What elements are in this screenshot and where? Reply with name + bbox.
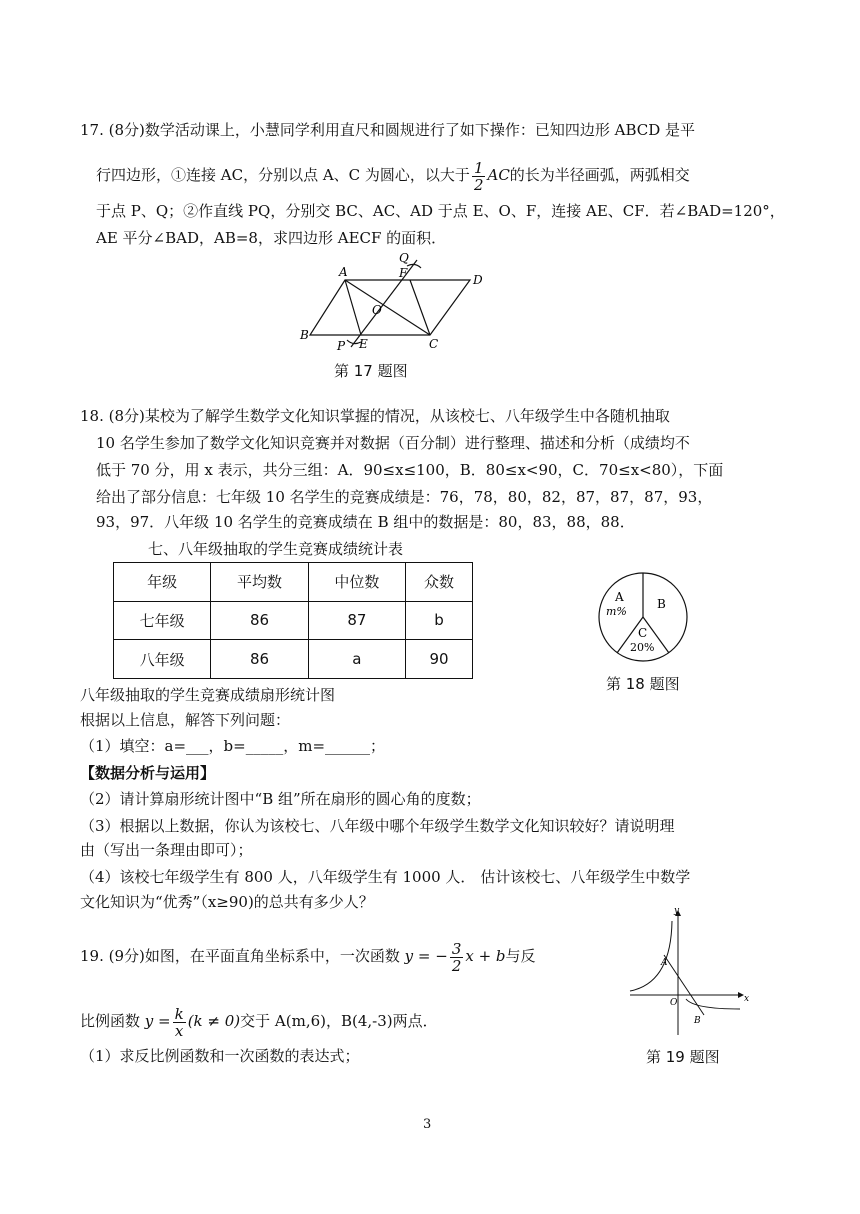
- table-cell: 86: [211, 640, 308, 679]
- q18-pie-caption: 第 18 题图: [606, 675, 680, 693]
- q17-line2a: 行四边形，①连接 AC，分别以点 A、C 为圆心，以大于: [96, 166, 470, 184]
- q18-line1: 18. (8分)某校为了解学生数学文化知识掌握的情况，从该校七、八年级学生中各随机抽取: [80, 407, 670, 425]
- q17-fraction: [472, 160, 486, 193]
- q17-line2: [96, 158, 690, 193]
- q18-q2: （2）请计算扇形统计图中“B 组”所在扇形的圆心角的度数；: [80, 790, 481, 808]
- q19-coordinate-figure: [628, 903, 753, 1038]
- table-row: [114, 640, 473, 679]
- q17-label-f: F: [399, 266, 408, 280]
- q17-ac-line: [345, 280, 430, 335]
- q17-label-o: O: [372, 303, 382, 317]
- q18-line3: 低于 70 分，用 x 表示，共分三组：A．90≤x≤100，B．80≤x<90，C．70≤x<80），下面: [96, 461, 724, 479]
- q18-q4a: （4）该校七年级学生有 800 人，八年级学生有 1000 人． 估计该校七、八年级学生中数学: [80, 868, 691, 886]
- pie-label-a: A: [615, 590, 624, 604]
- q17-line3: 于点 P、Q；②作直线 PQ，分别交 BC、AC、AD 于点 E、O、F，连接 AE、CF．若∠BAD=120°，: [96, 202, 785, 220]
- q19-eq1-den: 2: [451, 956, 462, 975]
- pie-label-c-pct: 20%: [630, 641, 655, 654]
- table-cell: b: [406, 601, 473, 640]
- pie-label-a-pct: m%: [606, 605, 627, 618]
- axis-label-x: x: [744, 994, 750, 1004]
- q18-pie-title: 八年级抽取的学生竞赛成绩扇形统计图: [80, 686, 336, 704]
- q17-label-c: C: [429, 337, 439, 351]
- q19-line1: [80, 938, 536, 974]
- table-header-cell: 年级: [114, 563, 211, 602]
- q19-line1b: 与反: [505, 947, 536, 965]
- q17-frac-den: 2: [473, 175, 484, 194]
- q19-line2a: 比例函数: [80, 1012, 141, 1030]
- q17-label-b: B: [300, 328, 309, 342]
- q19-eq1-num: 3: [451, 939, 462, 958]
- table-cell: 86: [211, 601, 308, 640]
- q17-ac: AC: [487, 166, 510, 184]
- q18-line2: 10 名学生参加了数学文化知识竞赛并对数据（百分制）进行整理、描述和分析（成绩均不: [96, 434, 690, 452]
- table-cell: 90: [406, 640, 473, 679]
- point-label-b: B: [694, 1016, 701, 1026]
- q19-eq2-lhs: y =: [144, 1012, 171, 1030]
- q19-eq1-fraction: [450, 941, 464, 974]
- q19-figure-caption: 第 19 题图: [646, 1048, 720, 1066]
- table-row: [114, 601, 473, 640]
- q19-eq1-rhs: x + b: [465, 947, 506, 965]
- q18-stat-table: [113, 562, 473, 679]
- q17-figure-caption: 第 17 题图: [334, 362, 408, 380]
- q19-eq2-num: k: [174, 1004, 184, 1023]
- q18-intro: 根据以上信息，解答下列问题：: [80, 711, 291, 729]
- q17-line1: 17. (8分)数学活动课上，小慧同学利用直尺和圆规进行了如下操作：已知四边形 ABCD 是平: [80, 121, 696, 139]
- table-header-row: [114, 563, 473, 602]
- q17-label-q: Q: [399, 252, 409, 265]
- q19-q1: （1）求反比例函数和一次函数的表达式；: [80, 1047, 360, 1065]
- q17-label-e: E: [359, 337, 368, 351]
- q17-label-a: A: [339, 265, 348, 279]
- q17-line2b: 的长为半径画弧，两弧相交: [509, 166, 690, 184]
- q17-label-d: D: [473, 273, 483, 287]
- point-label-a: A: [661, 958, 668, 968]
- q17-frac-num: 1: [473, 158, 484, 177]
- q18-table-title: 七、八年级抽取的学生竞赛成绩统计表: [148, 540, 404, 558]
- q19-eq2-cond: (k ≠ 0): [187, 1012, 241, 1030]
- pie-label-b: B: [657, 597, 666, 611]
- q17-label-p: P: [337, 339, 346, 352]
- origin-label: O: [670, 998, 678, 1008]
- q19-eq1-lhs: y = −: [404, 947, 448, 965]
- q18-q3b: 由（写出一条理由即可）；: [80, 841, 253, 859]
- q18-q3a: （3）根据以上数据，你认为该校七、八年级中哪个年级学生数学文化知识较好？请说明理: [80, 817, 675, 835]
- q18-line5: 93，97．八年级 10 名学生的竞赛成绩在 B 组中的数据是：80，83，88，88．: [96, 513, 635, 531]
- table-header-cell: 众数: [406, 563, 473, 602]
- axis-label-y: y: [674, 906, 680, 916]
- table-cell: 七年级: [114, 601, 211, 640]
- q18-section-title: 【数据分析与运用】: [80, 764, 216, 782]
- q17-cf-line: [410, 280, 430, 335]
- q18-line4: 给出了部分信息：七年级 10 名学生的竞赛成绩是：76，78，80，82，87，87，87，93，: [96, 488, 713, 506]
- q19-line2: [80, 1003, 438, 1039]
- q18-pie-chart: [593, 567, 693, 667]
- q19-eq2-fraction: [173, 1006, 186, 1039]
- pie-label-c: C: [638, 626, 648, 640]
- table-header-cell: 中位数: [308, 563, 405, 602]
- q18-q4b: 文化知识为“优秀”（x≥90)的总共有多少人？: [80, 893, 374, 911]
- table-header-cell: 平均数: [211, 563, 308, 602]
- q17-arc-q: [407, 264, 421, 268]
- page-number: 3: [423, 1117, 432, 1132]
- q17-abcd: [310, 280, 470, 335]
- q19-eq2-den: x: [174, 1021, 184, 1040]
- table-cell: a: [308, 640, 405, 679]
- q19-line1a: 19. (9分)如图，在平面直角坐标系中，一次函数: [80, 947, 400, 965]
- hyperbola-branch-left: [630, 921, 672, 991]
- q17-parallelogram-figure: [295, 252, 485, 352]
- q18-q1: （1）填空：a=___，b=_____，m=______；: [80, 737, 386, 755]
- q19-line2b: 交于 A(m,6)，B(4,-3)两点．: [240, 1012, 438, 1030]
- table-cell: 87: [308, 601, 405, 640]
- q17-line4: AE 平分∠BAD，AB=8，求四边形 AECF 的面积．: [96, 229, 447, 247]
- table-cell: 八年级: [114, 640, 211, 679]
